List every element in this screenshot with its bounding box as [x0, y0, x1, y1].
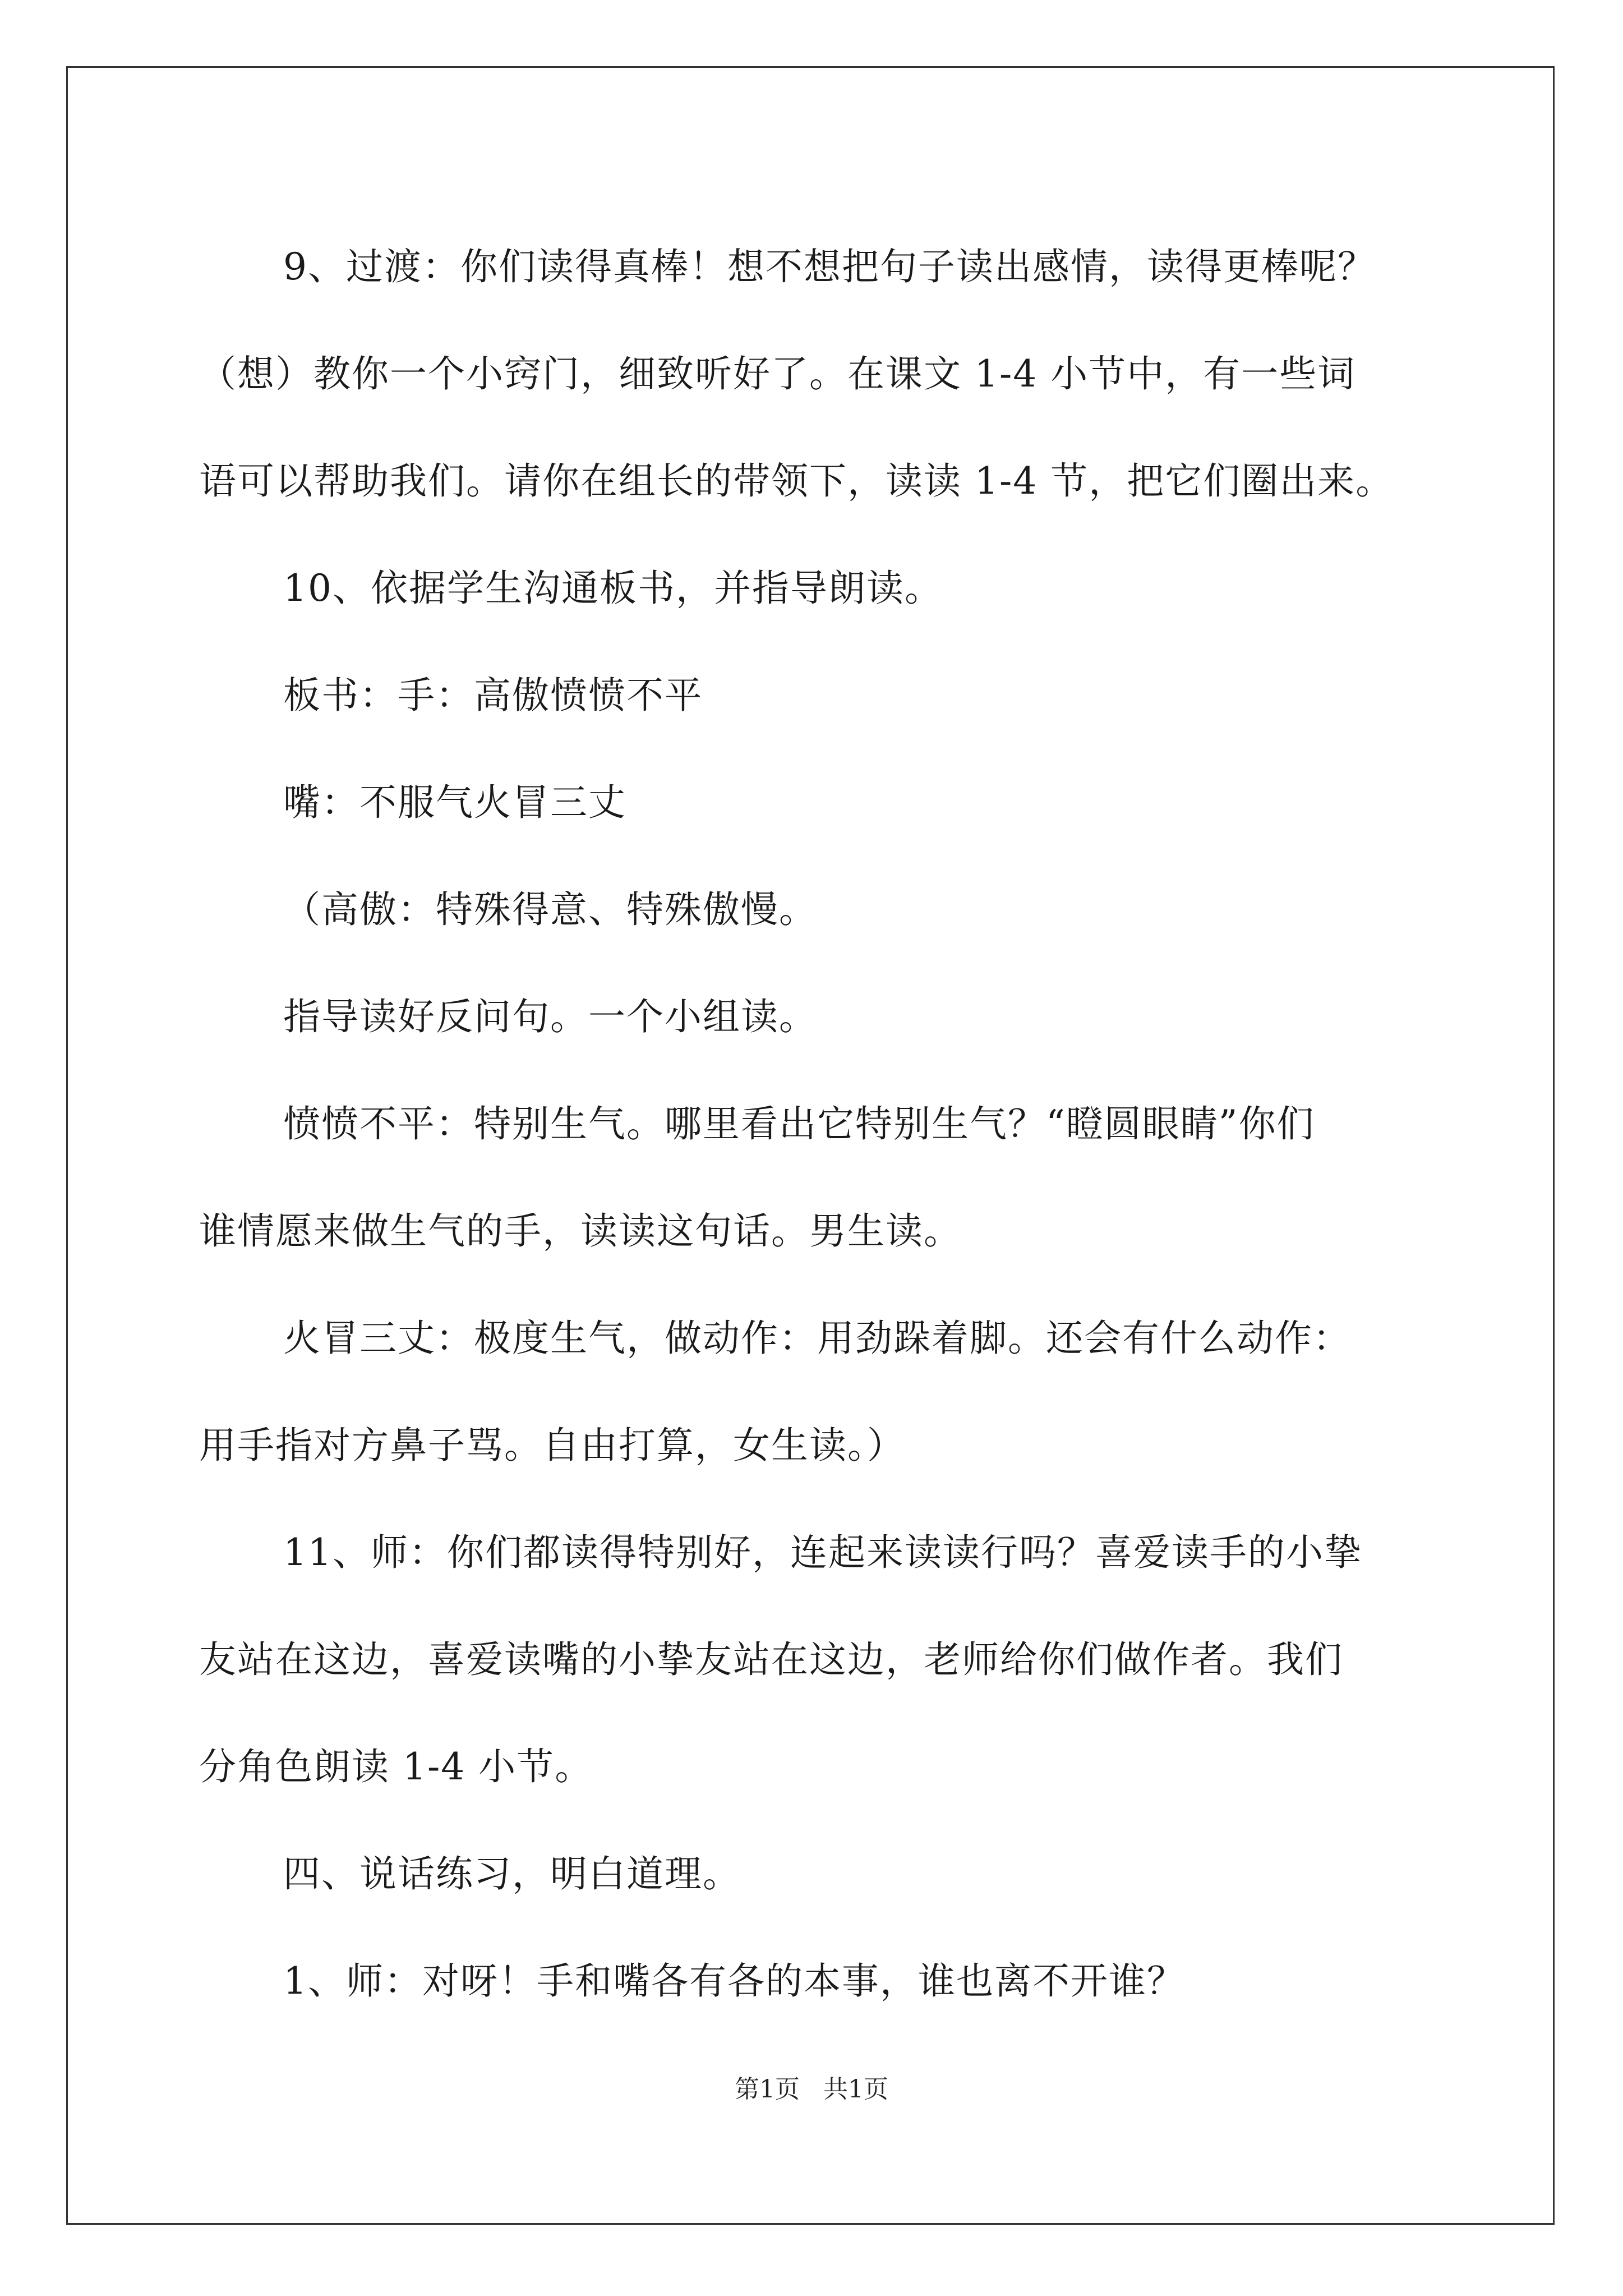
paragraph-rhetorical: 指导读好反问句。一个小组读。 — [283, 995, 817, 1038]
paragraph-arrogant: （高傲：特殊得意、特殊傲慢。 — [283, 888, 817, 931]
paragraph-board-guidance: 10、依据学生沟通板书，并指导朗读。 — [283, 567, 943, 610]
paragraph-teacher-line-3: 分角色朗读 1-4 小节。 — [199, 1745, 593, 1788]
paragraph-furious-line-2: 用手指对方鼻子骂。自由打算，女生读。） — [199, 1424, 905, 1467]
paragraph-board-hand: 板书：手：高傲愤愤不平 — [283, 674, 703, 717]
page-footer — [0, 2073, 1623, 2106]
document-body — [199, 213, 1430, 2035]
paragraph-transition-line-1: 9、过渡：你们读得真棒！想不想把句子读出感情，读得更棒呢？ — [283, 245, 1376, 288]
paragraph-indignant-line-2: 谁情愿来做生气的手，读读这句话。男生读。 — [199, 1209, 962, 1253]
page-number: 第1页 — [735, 2075, 800, 2104]
paragraph-transition-line-2: （想）教你一个小窍门，细致听好了。在课文 1-4 小节中，有一些词 — [199, 352, 1356, 395]
paragraph-transition-line-3: 语可以帮助我们。请你在组长的带领下，读读 1-4 节，把它们圈出来。 — [199, 459, 1394, 503]
paragraph-teacher-line-1: 11、师：你们都读得特别好，连起来读读行吗？喜爱读手的小挚 — [283, 1531, 1362, 1574]
paragraph-teacher-line-2: 友站在这边，喜爱读嘴的小挚友站在这边，老师给你们做作者。我们 — [199, 1638, 1343, 1681]
section-heading-speaking: 四、说话练习，明白道理。 — [283, 1852, 741, 1895]
paragraph-indignant-line-1: 愤愤不平：特别生气。哪里看出它特别生气？“瞪圆眼睛”你们 — [283, 1102, 1315, 1145]
paragraph-board-mouth: 嘴：不服气火冒三丈 — [283, 781, 626, 824]
paragraph-furious-line-1: 火冒三丈：极度生气，做动作：用劲跺着脚。还会有什么动作： — [283, 1317, 1351, 1360]
page-total: 共1页 — [823, 2075, 888, 2104]
paragraph-teacher-final: 1、师：对呀！手和嘴各有各的本事，谁也离不开谁？ — [283, 1959, 1185, 2003]
